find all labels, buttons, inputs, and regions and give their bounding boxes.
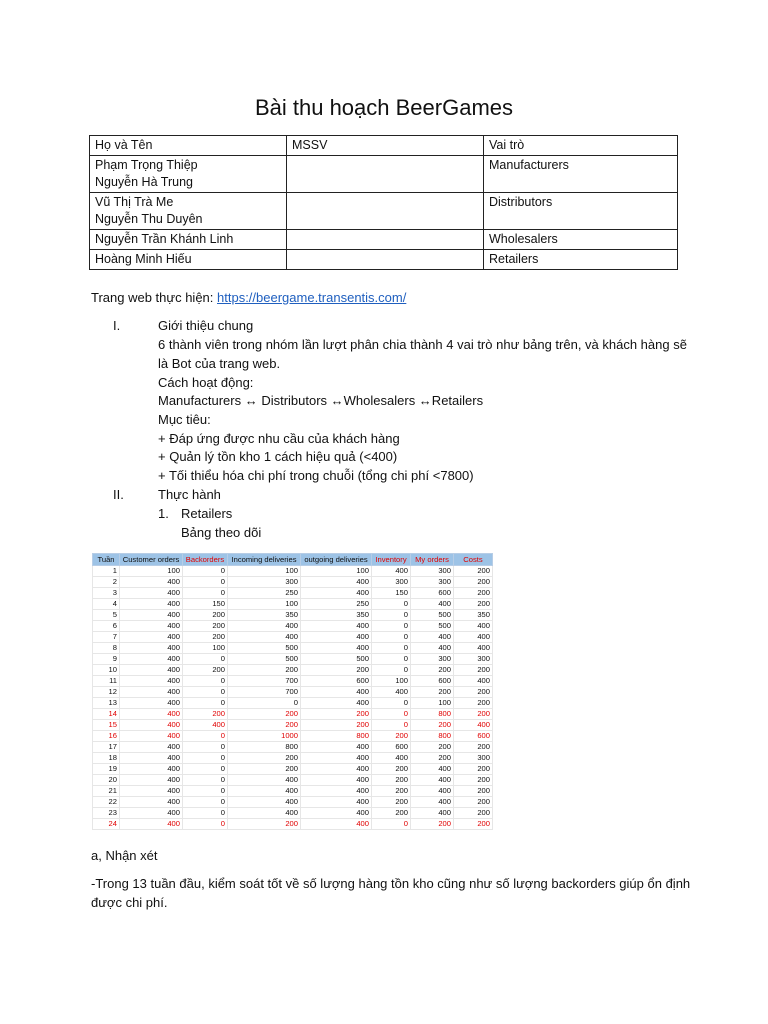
- tracking-header-cell: Customer orders: [120, 554, 183, 566]
- tracking-cell: 0: [183, 577, 228, 588]
- tracking-cell: 200: [454, 588, 493, 599]
- tracking-row: [93, 742, 493, 753]
- tracking-cell: 400: [120, 786, 183, 797]
- tracking-header-cell: Inventory: [372, 554, 411, 566]
- tracking-cell: 400: [120, 588, 183, 599]
- tracking-cell: 19: [93, 764, 120, 775]
- tracking-cell: 2: [93, 577, 120, 588]
- tracking-cell: 200: [411, 819, 454, 830]
- tracking-cell: 200: [228, 709, 301, 720]
- review-line: -Trong 13 tuần đầu, kiểm soát tốt về số lượng hàng tồn kho cũng như số lượng backorders giúp ổn định: [91, 876, 691, 891]
- section-number: II.: [113, 487, 124, 502]
- member-names: Phạm Trọng Thiệp Nguyễn Hà Trung: [90, 156, 287, 193]
- tracking-cell: 400: [120, 709, 183, 720]
- tracking-cell: 150: [372, 588, 411, 599]
- tracking-cell: 500: [228, 643, 301, 654]
- tracking-cell: 400: [372, 753, 411, 764]
- tracking-cell: 500: [301, 654, 372, 665]
- tracking-cell: 600: [301, 676, 372, 687]
- tracking-cell: 0: [372, 632, 411, 643]
- tracking-cell: 21: [93, 786, 120, 797]
- tracking-cell: 200: [372, 764, 411, 775]
- tracking-cell: 400: [372, 687, 411, 698]
- paragraph-line: 6 thành viên trong nhóm lần lượt phân chia thành 4 vai trò như bảng trên, và khách hàng sẽ: [158, 337, 687, 352]
- tracking-cell: 10: [93, 665, 120, 676]
- tracking-row: [93, 577, 493, 588]
- tracking-cell: 400: [120, 742, 183, 753]
- tracking-cell: 0: [183, 731, 228, 742]
- tracking-row: [93, 665, 493, 676]
- tracking-header-cell: outgoing deliveries: [301, 554, 372, 566]
- tracking-row: [93, 588, 493, 599]
- tracking-cell: 200: [454, 599, 493, 610]
- tracking-cell: 400: [301, 621, 372, 632]
- tracking-cell: 200: [454, 709, 493, 720]
- tracking-cell: 0: [183, 676, 228, 687]
- tracking-cell: 12: [93, 687, 120, 698]
- tracking-cell: 400: [411, 797, 454, 808]
- tracking-cell: 18: [93, 753, 120, 764]
- tracking-cell: 400: [120, 654, 183, 665]
- tracking-row: [93, 643, 493, 654]
- tracking-cell: 400: [120, 753, 183, 764]
- tracking-cell: 200: [183, 610, 228, 621]
- review-heading: a, Nhận xét: [91, 848, 158, 863]
- tracking-cell: 200: [454, 808, 493, 819]
- tracking-cell: 400: [301, 819, 372, 830]
- member-mssv: [287, 250, 484, 270]
- paragraph-line: + Quản lý tồn kho 1 cách hiệu quả (<400): [158, 449, 398, 464]
- tracking-cell: 400: [120, 720, 183, 731]
- tracking-cell: 200: [411, 742, 454, 753]
- tracking-cell: 150: [183, 599, 228, 610]
- tracking-cell: 400: [120, 621, 183, 632]
- tracking-cell: 200: [411, 753, 454, 764]
- tracking-cell: 300: [411, 577, 454, 588]
- tracking-cell: 0: [372, 698, 411, 709]
- tracking-header-row: [93, 554, 493, 566]
- tracking-cell: 7: [93, 632, 120, 643]
- tracking-cell: 400: [454, 720, 493, 731]
- tracking-cell: 400: [411, 764, 454, 775]
- tracking-cell: 500: [411, 621, 454, 632]
- tracking-cell: 400: [120, 687, 183, 698]
- tracking-cell: 17: [93, 742, 120, 753]
- tracking-cell: 200: [301, 665, 372, 676]
- tracking-cell: 400: [454, 676, 493, 687]
- tracking-cell: 400: [301, 786, 372, 797]
- section-title: Giới thiệu chung: [158, 318, 254, 333]
- tracking-cell: 700: [228, 676, 301, 687]
- tracking-row: [93, 654, 493, 665]
- member-role: Wholesalers: [484, 230, 678, 250]
- tracking-cell: 16: [93, 731, 120, 742]
- tracking-header-cell: Tuần: [93, 554, 120, 566]
- tracking-cell: 300: [411, 654, 454, 665]
- tracking-cell: 500: [228, 654, 301, 665]
- paragraph-line: Manufacturers ↔ Distributors ↔Wholesalers ↔Retailers: [158, 393, 484, 408]
- tracking-cell: 100: [228, 599, 301, 610]
- tracking-row: [93, 687, 493, 698]
- tracking-cell: 200: [372, 797, 411, 808]
- tracking-cell: 600: [411, 588, 454, 599]
- tracking-cell: 400: [120, 610, 183, 621]
- tracking-cell: 200: [454, 819, 493, 830]
- member-mssv: [287, 193, 484, 230]
- page-title: Bài thu hoạch BeerGames: [254, 95, 514, 120]
- tracking-cell: 400: [228, 786, 301, 797]
- tracking-row: [93, 797, 493, 808]
- subsection-number: 1.: [158, 506, 169, 521]
- tracking-cell: 200: [454, 775, 493, 786]
- tracking-cell: 200: [454, 687, 493, 698]
- tracking-table: [92, 553, 493, 830]
- tracking-cell: 300: [454, 654, 493, 665]
- tracking-cell: 400: [372, 566, 411, 577]
- tracking-cell: 200: [454, 566, 493, 577]
- tracking-cell: 9: [93, 654, 120, 665]
- tracking-cell: 0: [183, 687, 228, 698]
- tracking-cell: 400: [454, 643, 493, 654]
- section-title: Thực hành: [158, 487, 221, 502]
- tracking-cell: 200: [411, 720, 454, 731]
- tracking-cell: 400: [120, 632, 183, 643]
- tracking-header-cell: My orders: [411, 554, 454, 566]
- member-names: Nguyễn Trần Khánh Linh: [90, 230, 287, 250]
- members-row: [90, 156, 678, 193]
- tracking-cell: 400: [411, 786, 454, 797]
- paragraph-line: Mục tiêu:: [158, 412, 211, 427]
- tracking-row: [93, 786, 493, 797]
- tracking-row: [93, 599, 493, 610]
- tracking-cell: 0: [183, 566, 228, 577]
- tracking-cell: 400: [454, 632, 493, 643]
- tracking-cell: 100: [372, 676, 411, 687]
- tracking-cell: 400: [120, 797, 183, 808]
- tracking-cell: 200: [454, 786, 493, 797]
- tracking-cell: 400: [120, 665, 183, 676]
- member-role: Distributors: [484, 193, 678, 230]
- tracking-cell: 0: [183, 808, 228, 819]
- tracking-cell: 6: [93, 621, 120, 632]
- paragraph-line: + Tối thiểu hóa chi phí trong chuỗi (tổng chi phí <7800): [158, 468, 474, 483]
- tracking-cell: 200: [228, 753, 301, 764]
- tracking-cell: 400: [228, 621, 301, 632]
- tracking-cell: 0: [183, 742, 228, 753]
- tracking-cell: 200: [372, 731, 411, 742]
- tracking-cell: 400: [120, 775, 183, 786]
- tracking-cell: 20: [93, 775, 120, 786]
- tracking-cell: 200: [228, 764, 301, 775]
- member-role: Manufacturers: [484, 156, 678, 193]
- tracking-row: [93, 632, 493, 643]
- tracking-cell: 200: [372, 775, 411, 786]
- tracking-cell: 1000: [228, 731, 301, 742]
- tracking-cell: 0: [183, 764, 228, 775]
- tracking-cell: 400: [411, 632, 454, 643]
- tracking-cell: 400: [120, 731, 183, 742]
- tracking-cell: 200: [454, 797, 493, 808]
- tracking-header-cell: Costs: [454, 554, 493, 566]
- subsection-title: Retailers: [181, 506, 233, 521]
- tracking-cell: 0: [183, 588, 228, 599]
- tracking-cell: 350: [301, 610, 372, 621]
- table-caption: Bảng theo dõi: [181, 525, 262, 540]
- tracking-cell: 0: [183, 775, 228, 786]
- tracking-cell: 200: [183, 632, 228, 643]
- tracking-cell: 14: [93, 709, 120, 720]
- tracking-cell: 350: [228, 610, 301, 621]
- tracking-cell: 100: [301, 566, 372, 577]
- member-names: Hoàng Minh Hiếu: [90, 250, 287, 270]
- tracking-cell: 400: [228, 632, 301, 643]
- paragraph-line: là Bot của trang web.: [158, 356, 281, 371]
- tracking-cell: 400: [301, 764, 372, 775]
- tracking-cell: 0: [372, 819, 411, 830]
- tracking-cell: 0: [183, 654, 228, 665]
- tracking-cell: 800: [411, 731, 454, 742]
- tracking-cell: 15: [93, 720, 120, 731]
- tracking-cell: 400: [301, 577, 372, 588]
- tracking-cell: 11: [93, 676, 120, 687]
- tracking-cell: 8: [93, 643, 120, 654]
- tracking-cell: 400: [120, 819, 183, 830]
- tracking-cell: 600: [411, 676, 454, 687]
- tracking-cell: 200: [183, 709, 228, 720]
- tracking-cell: 400: [301, 797, 372, 808]
- tracking-row: [93, 753, 493, 764]
- tracking-cell: 300: [454, 753, 493, 764]
- members-row: [90, 250, 678, 270]
- tracking-cell: 400: [228, 775, 301, 786]
- tracking-cell: 0: [183, 698, 228, 709]
- header-mssv: MSSV: [287, 136, 484, 156]
- tracking-cell: 400: [301, 698, 372, 709]
- tracking-cell: 800: [301, 731, 372, 742]
- tracking-cell: 250: [301, 599, 372, 610]
- tracking-cell: 400: [120, 643, 183, 654]
- member-role: Retailers: [484, 250, 678, 270]
- tracking-cell: 400: [120, 698, 183, 709]
- tracking-cell: 13: [93, 698, 120, 709]
- tracking-cell: 200: [454, 577, 493, 588]
- members-row: [90, 193, 678, 230]
- tracking-cell: 400: [411, 808, 454, 819]
- tracking-row: [93, 621, 493, 632]
- tracking-cell: 100: [411, 698, 454, 709]
- members-header-row: [90, 136, 678, 156]
- member-mssv: [287, 156, 484, 193]
- tracking-cell: 400: [183, 720, 228, 731]
- review-line: được chi phí.: [91, 895, 168, 910]
- header-name: Họ và Tên: [90, 136, 287, 156]
- tracking-cell: 200: [183, 621, 228, 632]
- tracking-cell: 3: [93, 588, 120, 599]
- tracking-cell: 500: [411, 610, 454, 621]
- tracking-cell: 100: [120, 566, 183, 577]
- member-mssv: [287, 230, 484, 250]
- tracking-cell: 24: [93, 819, 120, 830]
- tracking-cell: 22: [93, 797, 120, 808]
- tracking-cell: 400: [454, 621, 493, 632]
- tracking-cell: 200: [228, 720, 301, 731]
- tracking-cell: 400: [120, 764, 183, 775]
- tracking-cell: 0: [228, 698, 301, 709]
- tracking-cell: 5: [93, 610, 120, 621]
- tracking-cell: 200: [454, 764, 493, 775]
- website-link[interactable]: https://beergame.transentis.com/: [217, 290, 407, 305]
- tracking-cell: 400: [411, 775, 454, 786]
- tracking-cell: 0: [372, 621, 411, 632]
- tracking-cell: 350: [454, 610, 493, 621]
- tracking-header-cell: Backorders: [183, 554, 228, 566]
- tracking-row: [93, 720, 493, 731]
- tracking-row: [93, 698, 493, 709]
- tracking-cell: 1: [93, 566, 120, 577]
- tracking-cell: 23: [93, 808, 120, 819]
- tracking-cell: 200: [228, 819, 301, 830]
- tracking-cell: 200: [411, 665, 454, 676]
- tracking-cell: 0: [372, 709, 411, 720]
- tracking-cell: 300: [372, 577, 411, 588]
- tracking-cell: 200: [454, 742, 493, 753]
- tracking-cell: 300: [411, 566, 454, 577]
- tracking-row: [93, 709, 493, 720]
- tracking-row: [93, 819, 493, 830]
- tracking-cell: 200: [228, 665, 301, 676]
- tracking-cell: 800: [411, 709, 454, 720]
- tracking-cell: 700: [228, 687, 301, 698]
- tracking-cell: 400: [301, 588, 372, 599]
- tracking-header-cell: Incoming deliveries: [228, 554, 301, 566]
- tracking-cell: 200: [454, 698, 493, 709]
- tracking-cell: 0: [183, 753, 228, 764]
- paragraph-line: Cách hoạt động:: [158, 375, 254, 390]
- tracking-cell: 400: [301, 632, 372, 643]
- tracking-cell: 0: [372, 665, 411, 676]
- tracking-cell: 0: [372, 720, 411, 731]
- paragraph-line: + Đáp ứng được nhu cầu của khách hàng: [158, 431, 400, 446]
- tracking-cell: 400: [301, 742, 372, 753]
- tracking-cell: 400: [301, 808, 372, 819]
- tracking-cell: 0: [183, 819, 228, 830]
- tracking-cell: 800: [228, 742, 301, 753]
- website-line: [91, 290, 406, 305]
- tracking-cell: 100: [183, 643, 228, 654]
- tracking-cell: 600: [454, 731, 493, 742]
- tracking-cell: 600: [372, 742, 411, 753]
- tracking-cell: 0: [183, 786, 228, 797]
- tracking-cell: 400: [301, 643, 372, 654]
- tracking-cell: 0: [372, 654, 411, 665]
- tracking-cell: 0: [372, 610, 411, 621]
- tracking-cell: 200: [372, 808, 411, 819]
- members-table: [89, 135, 678, 270]
- tracking-cell: 400: [120, 577, 183, 588]
- tracking-cell: 400: [411, 599, 454, 610]
- tracking-cell: 400: [228, 808, 301, 819]
- website-label: Trang web thực hiện:: [91, 290, 218, 305]
- tracking-cell: 0: [372, 643, 411, 654]
- tracking-cell: 200: [301, 720, 372, 731]
- tracking-cell: 100: [228, 566, 301, 577]
- members-row: [90, 230, 678, 250]
- tracking-cell: 4: [93, 599, 120, 610]
- tracking-row: [93, 731, 493, 742]
- tracking-cell: 250: [228, 588, 301, 599]
- tracking-cell: 200: [411, 687, 454, 698]
- tracking-row: [93, 775, 493, 786]
- tracking-cell: 400: [301, 775, 372, 786]
- tracking-row: [93, 808, 493, 819]
- tracking-cell: 400: [301, 687, 372, 698]
- tracking-cell: 400: [120, 599, 183, 610]
- tracking-cell: 300: [228, 577, 301, 588]
- member-names: Vũ Thị Trà Me Nguyễn Thu Duyên: [90, 193, 287, 230]
- tracking-cell: 200: [372, 786, 411, 797]
- tracking-cell: 400: [120, 808, 183, 819]
- header-role: Vai trò: [484, 136, 678, 156]
- tracking-cell: 400: [411, 643, 454, 654]
- tracking-cell: 400: [228, 797, 301, 808]
- tracking-cell: 200: [301, 709, 372, 720]
- tracking-cell: 400: [301, 753, 372, 764]
- section-number: I.: [113, 318, 121, 333]
- tracking-cell: 0: [372, 599, 411, 610]
- tracking-cell: 0: [183, 797, 228, 808]
- tracking-row: [93, 566, 493, 577]
- tracking-row: [93, 610, 493, 621]
- tracking-cell: 400: [120, 676, 183, 687]
- tracking-cell: 200: [183, 665, 228, 676]
- tracking-row: [93, 676, 493, 687]
- tracking-row: [93, 764, 493, 775]
- tracking-cell: 200: [454, 665, 493, 676]
